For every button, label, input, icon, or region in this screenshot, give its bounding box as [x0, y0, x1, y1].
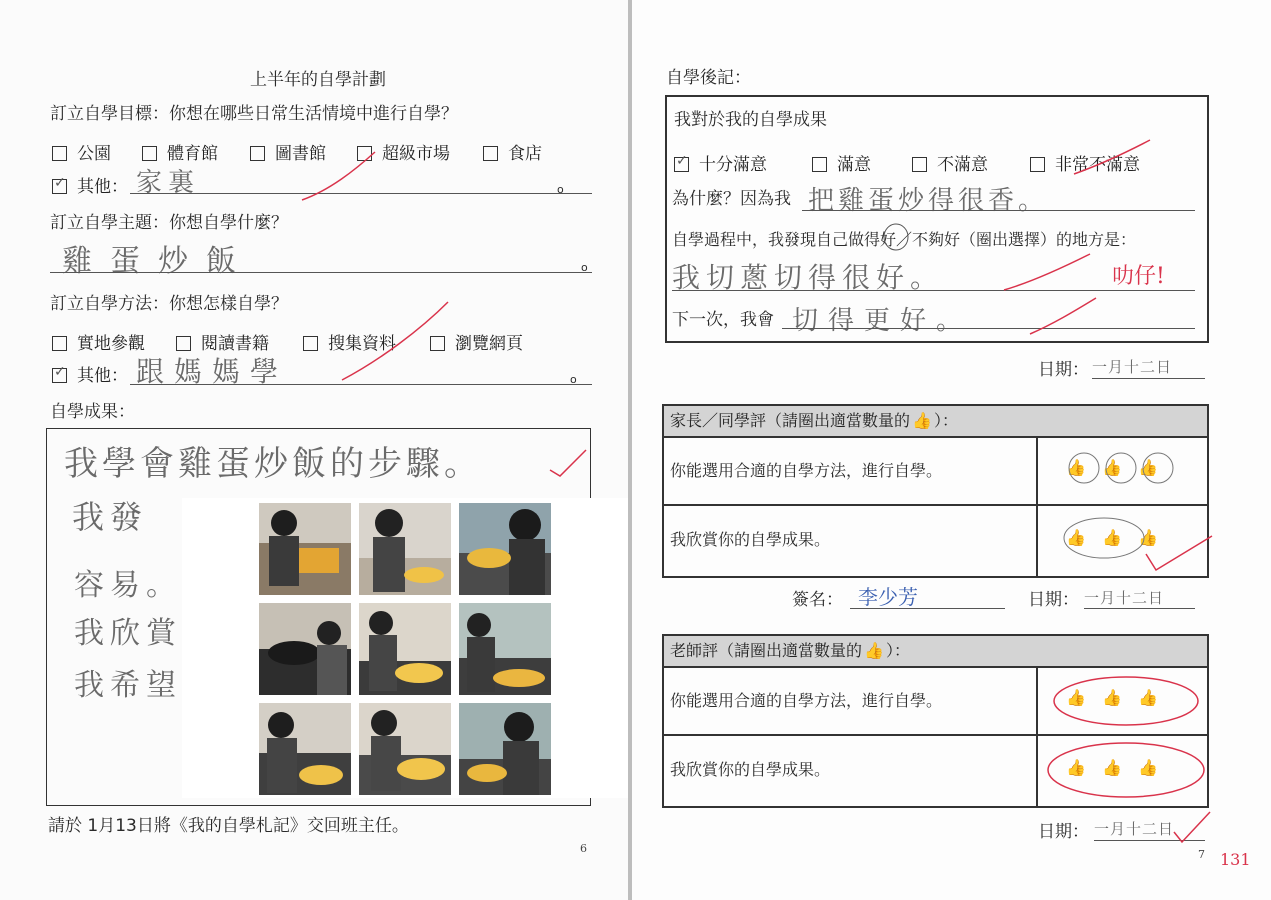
parent-evaluation-table [662, 404, 1209, 578]
signature: 李少芳 [858, 585, 918, 609]
method-other-option[interactable]: ✓ 其他： [54, 364, 128, 386]
feel-option-unsatisfied[interactable]: 不滿意 [912, 150, 988, 175]
red-circle [1050, 674, 1210, 730]
result-line-4: 我欣賞 [74, 616, 182, 651]
table-row [664, 668, 1207, 736]
checkbox-icon [52, 146, 67, 161]
cooking-photo [359, 503, 451, 595]
checkbox-icon [250, 146, 265, 161]
checkbox-icon [483, 146, 498, 161]
answer-line [50, 272, 592, 273]
goal-option-park[interactable]: 公園 [52, 139, 111, 164]
next-answer: 切得更好。 [792, 306, 973, 336]
checkbox-icon [176, 336, 191, 351]
table-row [664, 438, 1207, 506]
cooking-photo [259, 603, 351, 695]
plan-title: 上半年的自學計劃 [250, 70, 386, 90]
teacher-evaluation-header: 老師評（請圈出適當數量的 👍 ）： [664, 636, 1207, 668]
checkbox-icon [142, 146, 157, 161]
parent-evaluation-header: 家長／同學評（請圈出適當數量的 👍 ）： [664, 406, 1207, 438]
process-answer: 我切蔥切得很好。 [672, 261, 945, 294]
red-circle [1044, 740, 1214, 800]
goal-option-restaurant[interactable]: 食店 [483, 139, 542, 164]
thumbs-up-icon[interactable]: 👍 [1066, 758, 1086, 777]
topic-answer: 雞蛋炒飯 [62, 244, 254, 279]
date-label: 日期： [1038, 360, 1089, 380]
row-label: 我欣賞你的自學成果。 [670, 530, 831, 549]
thumbs-up-icon: 👍 [864, 641, 884, 660]
circled-choice-mark [880, 223, 914, 253]
goal-other-option[interactable]: ✓ 其他： [54, 175, 128, 197]
footer-note: 請於 1月13日將《我的自學札記》交回班主任。 [48, 816, 409, 836]
corner-note: 131 [1220, 850, 1251, 869]
row-label: 我欣賞你的自學成果。 [670, 760, 831, 779]
goal-option-gym[interactable]: 體育館 [142, 139, 218, 164]
teacher-remark: 叻仔! [1112, 264, 1165, 289]
circle-mark: o [557, 183, 564, 196]
method-option-books[interactable]: 閱讀書籍 [176, 329, 269, 354]
page-number: 7 [1198, 848, 1205, 861]
thumbs-up-icon[interactable]: 👍 [1138, 688, 1158, 707]
feel-option-satisfied[interactable]: 滿意 [812, 150, 871, 175]
red-check-mark [1002, 252, 1092, 292]
red-check-mark [1072, 138, 1152, 178]
row-label: 你能選用合適的自學方法，進行自學。 [670, 461, 943, 480]
teacher-evaluation-table [662, 634, 1209, 808]
reflection-label: 自學後記： [666, 68, 751, 88]
thumbs-up-icon[interactable]: 👍 [1102, 528, 1122, 547]
answer-line [1092, 378, 1205, 379]
thumbs-up-icon[interactable]: 👍 [1138, 458, 1158, 477]
checked-checkbox-icon: ✓ [52, 179, 67, 194]
method-question: 訂立自學方法：你想怎樣自學？ [50, 294, 288, 314]
method-option-web[interactable]: 瀏覽網頁 [430, 329, 523, 354]
answer-line [1084, 608, 1195, 609]
date-value: 一月十二日 [1092, 358, 1173, 376]
date-value: 一月十二日 [1084, 589, 1165, 607]
circle-mark: o [581, 261, 588, 274]
date-label: 日期： [1038, 822, 1089, 842]
thumbs-up-icon[interactable]: 👍 [1138, 528, 1158, 547]
checkbox-icon [912, 157, 927, 172]
red-check-mark [1028, 296, 1098, 336]
cooking-photo [259, 703, 351, 795]
goal-other-answer: 家裏 [136, 168, 201, 198]
cooking-photo-collage [182, 498, 628, 798]
why-label: 為什麼？因為我 [672, 189, 791, 209]
page-number: 6 [580, 842, 587, 855]
result-line-2: 我發 [72, 498, 149, 536]
thumbs-up-icon[interactable]: 👍 [1102, 688, 1122, 707]
goal-option-supermarket[interactable]: 超級市場 [357, 139, 450, 164]
red-check-mark [300, 150, 380, 210]
right-page [632, 0, 1271, 900]
thumbs-up-icon[interactable]: 👍 [1066, 688, 1086, 707]
checkbox-icon [52, 336, 67, 351]
sign-label: 簽名： [792, 590, 843, 610]
cooking-photo [259, 503, 351, 595]
result-label: 自學成果： [50, 402, 135, 422]
goal-option-library[interactable]: 圖書館 [250, 139, 326, 164]
thumbs-up-icon[interactable]: 👍 [1066, 528, 1086, 547]
checked-checkbox-icon: ✓ [52, 368, 67, 383]
cooking-photo [459, 703, 551, 795]
result-line-3: 容易。 [74, 568, 182, 603]
red-check-mark [1144, 534, 1214, 574]
thumbs-up-icon[interactable]: 👍 [1138, 758, 1158, 777]
feel-option-very-unsatisfied[interactable]: 非常不滿意 [1030, 150, 1140, 175]
method-other-answer: 跟媽媽學 [136, 355, 289, 388]
cooking-photo [459, 503, 551, 595]
date-label: 日期： [1028, 590, 1079, 610]
answer-line [782, 328, 1195, 329]
left-page [0, 0, 628, 900]
result-line-5: 我希望 [74, 668, 182, 703]
cooking-photo [359, 703, 451, 795]
feel-question: 我對於我的自學成果 [674, 110, 827, 130]
cooking-photo [459, 603, 551, 695]
thumbs-up-icon: 👍 [912, 411, 932, 430]
thumbs-up-icon[interactable]: 👍 [1066, 458, 1086, 477]
goal-question: 訂立自學目標：你想在哪些日常生活情境中進行自學？ [50, 104, 458, 124]
date-value: 一月十二日 [1094, 820, 1175, 838]
cooking-photo [359, 603, 451, 695]
method-option-visit[interactable]: 實地參觀 [52, 329, 145, 354]
process-prompt: 自學過程中，我發現自己做得好／不夠好（圈出選擇）的地方是： [672, 230, 1137, 249]
result-line-1: 我學會雞蛋炒飯的步驟。 [64, 444, 482, 484]
thumbs-up-icon[interactable]: 👍 [1102, 458, 1122, 477]
row-label: 你能選用合適的自學方法，進行自學。 [670, 691, 943, 710]
checkbox-icon [303, 336, 318, 351]
answer-line [672, 290, 1195, 291]
red-check-mark [1172, 810, 1212, 846]
checkbox-icon [812, 157, 827, 172]
table-row [664, 736, 1207, 804]
thumbs-up-icon[interactable]: 👍 [1102, 758, 1122, 777]
method-option-research[interactable]: 搜集資料 [303, 329, 396, 354]
answer-line [850, 608, 1005, 609]
answer-line [802, 210, 1195, 211]
checked-checkbox-icon: ✓ [674, 157, 689, 172]
red-check-mark [340, 300, 450, 390]
checkbox-icon [1030, 157, 1045, 172]
red-check-mark [548, 448, 588, 478]
pencil-circles [1066, 452, 1196, 492]
why-answer: 把雞蛋炒得很香。 [808, 186, 1049, 216]
circle-mark: o [570, 373, 577, 386]
feel-option-very-satisfied[interactable]: ✓ 十分滿意 [676, 153, 767, 175]
next-label: 下一次，我會 [672, 310, 774, 330]
topic-question: 訂立自學主題：你想自學什麼？ [50, 213, 288, 233]
table-row [664, 506, 1207, 574]
